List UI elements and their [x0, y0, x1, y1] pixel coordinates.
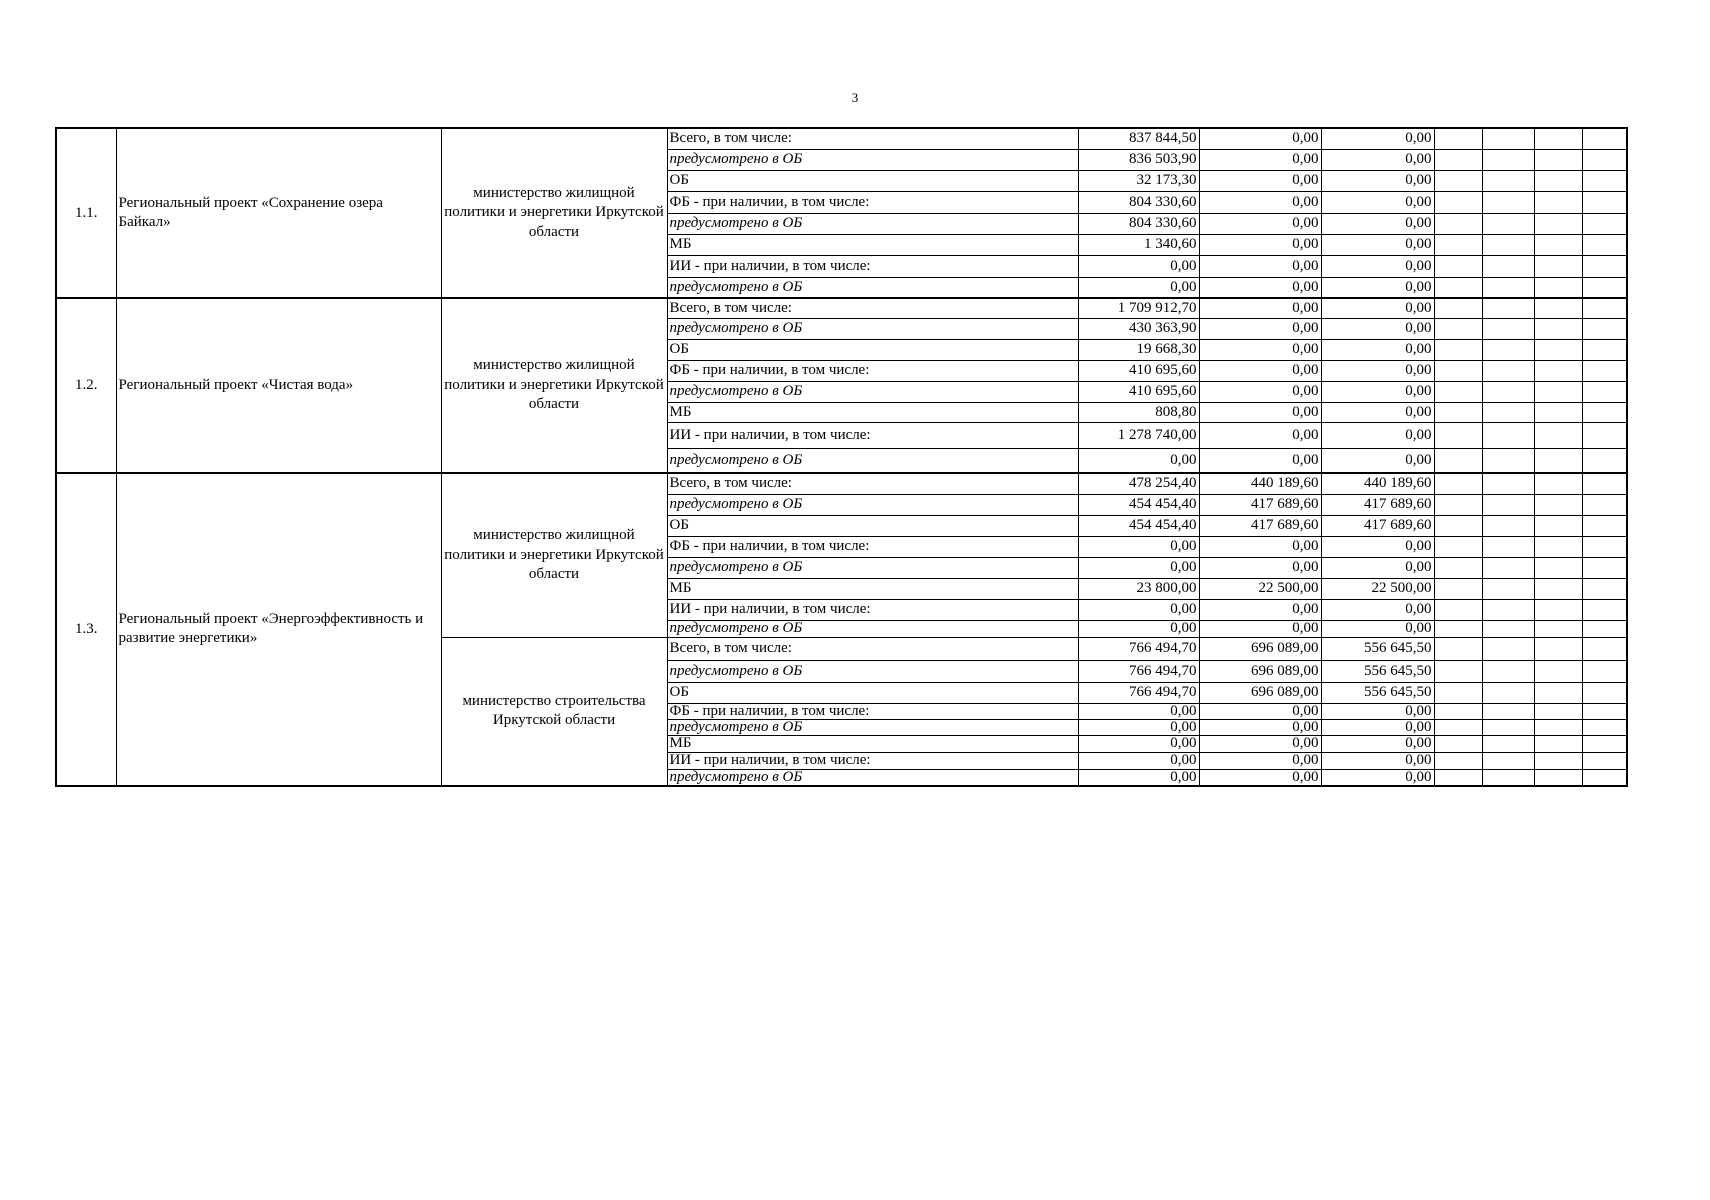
- empty-cell: [1534, 637, 1582, 660]
- empty-cell: [1434, 298, 1482, 318]
- empty-cell: [1534, 719, 1582, 735]
- amount-cell: 836 503,90: [1078, 149, 1199, 170]
- amount-cell: 0,00: [1078, 620, 1199, 637]
- empty-cell: [1482, 578, 1534, 599]
- amount-cell: 766 494,70: [1078, 682, 1199, 703]
- amount-cell: 0,00: [1199, 213, 1321, 234]
- amount-cell: 0,00: [1199, 557, 1321, 578]
- executor-name: министерство жилищной политики и энергетики Иркутской области: [441, 473, 667, 637]
- empty-cell: [1434, 620, 1482, 637]
- page-number: 3: [851, 90, 859, 105]
- funding-source-label: МБ: [667, 234, 1078, 255]
- amount-cell: 0,00: [1321, 298, 1434, 318]
- table-row: [56, 473, 1627, 494]
- empty-cell: [1582, 473, 1627, 494]
- empty-cell: [1434, 339, 1482, 360]
- budget-table: [55, 127, 1628, 787]
- amount-cell: 556 645,50: [1321, 660, 1434, 682]
- empty-cell: [1434, 536, 1482, 557]
- amount-cell: 1 278 740,00: [1078, 422, 1199, 448]
- empty-cell: [1582, 660, 1627, 682]
- amount-cell: 0,00: [1199, 448, 1321, 473]
- empty-cell: [1482, 298, 1534, 318]
- empty-cell: [1534, 515, 1582, 536]
- amount-cell: 766 494,70: [1078, 660, 1199, 682]
- amount-cell: 0,00: [1199, 255, 1321, 277]
- empty-cell: [1582, 422, 1627, 448]
- amount-cell: 0,00: [1078, 557, 1199, 578]
- funding-source-label: предусмотрено в ОБ: [667, 149, 1078, 170]
- amount-cell: 0,00: [1321, 557, 1434, 578]
- amount-cell: 696 089,00: [1199, 682, 1321, 703]
- empty-cell: [1434, 735, 1482, 752]
- funding-source-label: предусмотрено в ОБ: [667, 769, 1078, 786]
- amount-cell: 417 689,60: [1199, 494, 1321, 515]
- amount-cell: 0,00: [1199, 381, 1321, 402]
- amount-cell: 0,00: [1321, 703, 1434, 719]
- funding-source-label: предусмотрено в ОБ: [667, 660, 1078, 682]
- funding-source-label: ОБ: [667, 170, 1078, 191]
- empty-cell: [1482, 213, 1534, 234]
- amount-cell: 0,00: [1199, 318, 1321, 339]
- amount-cell: 0,00: [1321, 149, 1434, 170]
- empty-cell: [1534, 318, 1582, 339]
- empty-cell: [1434, 255, 1482, 277]
- amount-cell: 0,00: [1321, 752, 1434, 769]
- funding-source-label: МБ: [667, 402, 1078, 422]
- empty-cell: [1482, 599, 1534, 620]
- amount-cell: 0,00: [1199, 277, 1321, 298]
- amount-cell: 0,00: [1321, 128, 1434, 149]
- executor-name: министерство строительства Иркутской области: [441, 637, 667, 786]
- amount-cell: 0,00: [1199, 703, 1321, 719]
- funding-source-label: предусмотрено в ОБ: [667, 620, 1078, 637]
- empty-cell: [1582, 599, 1627, 620]
- funding-source-label: предусмотрено в ОБ: [667, 277, 1078, 298]
- funding-source-label: ФБ - при наличии, в том числе:: [667, 703, 1078, 719]
- project-name: Региональный проект «Энергоэффективность и развитие энергетики»: [116, 473, 441, 786]
- empty-cell: [1534, 703, 1582, 719]
- empty-cell: [1582, 191, 1627, 213]
- empty-cell: [1434, 769, 1482, 786]
- amount-cell: 0,00: [1199, 170, 1321, 191]
- empty-cell: [1582, 213, 1627, 234]
- empty-cell: [1534, 339, 1582, 360]
- empty-cell: [1534, 170, 1582, 191]
- funding-source-label: Всего, в том числе:: [667, 473, 1078, 494]
- funding-source-label: ОБ: [667, 339, 1078, 360]
- empty-cell: [1582, 735, 1627, 752]
- amount-cell: 410 695,60: [1078, 360, 1199, 381]
- amount-cell: 0,00: [1321, 339, 1434, 360]
- empty-cell: [1582, 494, 1627, 515]
- funding-source-label: ИИ - при наличии, в том числе:: [667, 255, 1078, 277]
- amount-cell: 0,00: [1078, 752, 1199, 769]
- amount-cell: 0,00: [1199, 536, 1321, 557]
- amount-cell: 0,00: [1321, 360, 1434, 381]
- empty-cell: [1482, 339, 1534, 360]
- funding-source-label: МБ: [667, 578, 1078, 599]
- empty-cell: [1482, 402, 1534, 422]
- amount-cell: 32 173,30: [1078, 170, 1199, 191]
- funding-source-label: предусмотрено в ОБ: [667, 213, 1078, 234]
- empty-cell: [1434, 422, 1482, 448]
- empty-cell: [1582, 149, 1627, 170]
- empty-cell: [1582, 128, 1627, 149]
- empty-cell: [1434, 703, 1482, 719]
- empty-cell: [1482, 255, 1534, 277]
- empty-cell: [1434, 402, 1482, 422]
- amount-cell: 0,00: [1321, 170, 1434, 191]
- amount-cell: 1 709 912,70: [1078, 298, 1199, 318]
- empty-cell: [1482, 473, 1534, 494]
- amount-cell: 454 454,40: [1078, 494, 1199, 515]
- item-number: 1.3.: [56, 473, 116, 786]
- table-row: [56, 128, 1627, 149]
- funding-source-label: ФБ - при наличии, в том числе:: [667, 360, 1078, 381]
- funding-source-label: предусмотрено в ОБ: [667, 448, 1078, 473]
- empty-cell: [1482, 170, 1534, 191]
- empty-cell: [1582, 536, 1627, 557]
- empty-cell: [1434, 578, 1482, 599]
- amount-cell: 0,00: [1199, 402, 1321, 422]
- empty-cell: [1434, 318, 1482, 339]
- empty-cell: [1534, 536, 1582, 557]
- amount-cell: 440 189,60: [1321, 473, 1434, 494]
- funding-source-label: предусмотрено в ОБ: [667, 719, 1078, 735]
- empty-cell: [1482, 620, 1534, 637]
- empty-cell: [1482, 703, 1534, 719]
- amount-cell: 0,00: [1321, 191, 1434, 213]
- amount-cell: 0,00: [1078, 769, 1199, 786]
- empty-cell: [1582, 381, 1627, 402]
- amount-cell: 804 330,60: [1078, 191, 1199, 213]
- amount-cell: 0,00: [1199, 339, 1321, 360]
- empty-cell: [1482, 191, 1534, 213]
- empty-cell: [1534, 255, 1582, 277]
- amount-cell: 454 454,40: [1078, 515, 1199, 536]
- empty-cell: [1582, 515, 1627, 536]
- empty-cell: [1482, 536, 1534, 557]
- amount-cell: 0,00: [1321, 213, 1434, 234]
- empty-cell: [1434, 682, 1482, 703]
- amount-cell: 804 330,60: [1078, 213, 1199, 234]
- empty-cell: [1534, 599, 1582, 620]
- empty-cell: [1582, 769, 1627, 786]
- empty-cell: [1534, 360, 1582, 381]
- empty-cell: [1582, 752, 1627, 769]
- amount-cell: 0,00: [1321, 318, 1434, 339]
- empty-cell: [1434, 128, 1482, 149]
- amount-cell: 766 494,70: [1078, 637, 1199, 660]
- empty-cell: [1434, 599, 1482, 620]
- amount-cell: 0,00: [1199, 128, 1321, 149]
- amount-cell: 0,00: [1321, 255, 1434, 277]
- empty-cell: [1534, 557, 1582, 578]
- empty-cell: [1582, 719, 1627, 735]
- empty-cell: [1534, 682, 1582, 703]
- empty-cell: [1534, 448, 1582, 473]
- amount-cell: 0,00: [1199, 769, 1321, 786]
- empty-cell: [1534, 234, 1582, 255]
- empty-cell: [1582, 234, 1627, 255]
- amount-cell: 417 689,60: [1321, 494, 1434, 515]
- funding-source-label: Всего, в том числе:: [667, 298, 1078, 318]
- amount-cell: 410 695,60: [1078, 381, 1199, 402]
- amount-cell: 430 363,90: [1078, 318, 1199, 339]
- amount-cell: 19 668,30: [1078, 339, 1199, 360]
- amount-cell: 0,00: [1078, 735, 1199, 752]
- empty-cell: [1534, 735, 1582, 752]
- empty-cell: [1482, 637, 1534, 660]
- empty-cell: [1534, 422, 1582, 448]
- item-number: 1.2.: [56, 298, 116, 473]
- empty-cell: [1582, 339, 1627, 360]
- empty-cell: [1482, 128, 1534, 149]
- amount-cell: 0,00: [1321, 234, 1434, 255]
- empty-cell: [1534, 769, 1582, 786]
- amount-cell: 0,00: [1321, 769, 1434, 786]
- amount-cell: 556 645,50: [1321, 637, 1434, 660]
- amount-cell: 1 340,60: [1078, 234, 1199, 255]
- empty-cell: [1482, 557, 1534, 578]
- amount-cell: 0,00: [1321, 620, 1434, 637]
- amount-cell: 0,00: [1321, 735, 1434, 752]
- amount-cell: 0,00: [1321, 448, 1434, 473]
- amount-cell: 0,00: [1321, 422, 1434, 448]
- amount-cell: 0,00: [1199, 620, 1321, 637]
- amount-cell: 0,00: [1078, 599, 1199, 620]
- empty-cell: [1582, 557, 1627, 578]
- funding-source-label: ИИ - при наличии, в том числе:: [667, 599, 1078, 620]
- amount-cell: 0,00: [1199, 234, 1321, 255]
- amount-cell: 696 089,00: [1199, 660, 1321, 682]
- amount-cell: 0,00: [1078, 448, 1199, 473]
- amount-cell: 0,00: [1199, 752, 1321, 769]
- empty-cell: [1482, 660, 1534, 682]
- amount-cell: 0,00: [1199, 422, 1321, 448]
- empty-cell: [1582, 637, 1627, 660]
- empty-cell: [1434, 191, 1482, 213]
- empty-cell: [1582, 298, 1627, 318]
- amount-cell: 417 689,60: [1321, 515, 1434, 536]
- funding-source-label: ИИ - при наличии, в том числе:: [667, 422, 1078, 448]
- empty-cell: [1582, 703, 1627, 719]
- amount-cell: 0,00: [1321, 381, 1434, 402]
- amount-cell: 556 645,50: [1321, 682, 1434, 703]
- amount-cell: 22 500,00: [1321, 578, 1434, 599]
- empty-cell: [1582, 448, 1627, 473]
- amount-cell: 0,00: [1321, 536, 1434, 557]
- amount-cell: 478 254,40: [1078, 473, 1199, 494]
- amount-cell: 0,00: [1078, 536, 1199, 557]
- funding-source-label: ОБ: [667, 682, 1078, 703]
- amount-cell: 0,00: [1199, 149, 1321, 170]
- amount-cell: 440 189,60: [1199, 473, 1321, 494]
- empty-cell: [1482, 719, 1534, 735]
- empty-cell: [1534, 752, 1582, 769]
- empty-cell: [1434, 381, 1482, 402]
- empty-cell: [1482, 769, 1534, 786]
- empty-cell: [1482, 422, 1534, 448]
- amount-cell: 0,00: [1321, 599, 1434, 620]
- funding-source-label: предусмотрено в ОБ: [667, 381, 1078, 402]
- amount-cell: 0,00: [1199, 191, 1321, 213]
- empty-cell: [1534, 277, 1582, 298]
- amount-cell: 22 500,00: [1199, 578, 1321, 599]
- empty-cell: [1534, 191, 1582, 213]
- empty-cell: [1482, 515, 1534, 536]
- empty-cell: [1534, 381, 1582, 402]
- empty-cell: [1482, 277, 1534, 298]
- project-name: Региональный проект «Чистая вода»: [116, 298, 441, 473]
- funding-source-label: МБ: [667, 735, 1078, 752]
- amount-cell: 0,00: [1199, 599, 1321, 620]
- empty-cell: [1482, 682, 1534, 703]
- empty-cell: [1434, 752, 1482, 769]
- empty-cell: [1534, 213, 1582, 234]
- empty-cell: [1434, 149, 1482, 170]
- project-name: Региональный проект «Сохранение озера Байкал»: [116, 128, 441, 298]
- empty-cell: [1434, 277, 1482, 298]
- empty-cell: [1482, 735, 1534, 752]
- amount-cell: 0,00: [1199, 719, 1321, 735]
- empty-cell: [1582, 318, 1627, 339]
- executor-name: министерство жилищной политики и энергетики Иркутской области: [441, 298, 667, 473]
- empty-cell: [1534, 298, 1582, 318]
- funding-source-label: ОБ: [667, 515, 1078, 536]
- empty-cell: [1434, 660, 1482, 682]
- empty-cell: [1582, 170, 1627, 191]
- empty-cell: [1434, 234, 1482, 255]
- funding-source-label: ФБ - при наличии, в том числе:: [667, 536, 1078, 557]
- empty-cell: [1582, 402, 1627, 422]
- empty-cell: [1482, 149, 1534, 170]
- empty-cell: [1482, 234, 1534, 255]
- empty-cell: [1482, 360, 1534, 381]
- funding-source-label: предусмотрено в ОБ: [667, 494, 1078, 515]
- amount-cell: 696 089,00: [1199, 637, 1321, 660]
- empty-cell: [1534, 402, 1582, 422]
- empty-cell: [1582, 620, 1627, 637]
- empty-cell: [1534, 149, 1582, 170]
- empty-cell: [1434, 473, 1482, 494]
- empty-cell: [1434, 637, 1482, 660]
- empty-cell: [1582, 360, 1627, 381]
- table-row: [56, 298, 1627, 318]
- empty-cell: [1582, 578, 1627, 599]
- item-number: 1.1.: [56, 128, 116, 298]
- amount-cell: 0,00: [1078, 719, 1199, 735]
- amount-cell: 23 800,00: [1078, 578, 1199, 599]
- empty-cell: [1434, 170, 1482, 191]
- empty-cell: [1434, 213, 1482, 234]
- empty-cell: [1482, 318, 1534, 339]
- empty-cell: [1582, 682, 1627, 703]
- amount-cell: 808,80: [1078, 402, 1199, 422]
- executor-name: министерство жилищной политики и энергетики Иркутской области: [441, 128, 667, 298]
- amount-cell: 417 689,60: [1199, 515, 1321, 536]
- funding-source-label: Всего, в том числе:: [667, 637, 1078, 660]
- funding-source-label: предусмотрено в ОБ: [667, 557, 1078, 578]
- amount-cell: 0,00: [1321, 719, 1434, 735]
- funding-source-label: предусмотрено в ОБ: [667, 318, 1078, 339]
- empty-cell: [1534, 494, 1582, 515]
- empty-cell: [1434, 515, 1482, 536]
- funding-source-label: ФБ - при наличии, в том числе:: [667, 191, 1078, 213]
- empty-cell: [1434, 719, 1482, 735]
- empty-cell: [1534, 660, 1582, 682]
- empty-cell: [1434, 448, 1482, 473]
- empty-cell: [1482, 448, 1534, 473]
- empty-cell: [1534, 473, 1582, 494]
- amount-cell: 0,00: [1199, 298, 1321, 318]
- funding-source-label: ИИ - при наличии, в том числе:: [667, 752, 1078, 769]
- amount-cell: 0,00: [1078, 703, 1199, 719]
- empty-cell: [1534, 128, 1582, 149]
- empty-cell: [1582, 277, 1627, 298]
- empty-cell: [1434, 494, 1482, 515]
- amount-cell: 0,00: [1199, 735, 1321, 752]
- empty-cell: [1582, 255, 1627, 277]
- amount-cell: 0,00: [1078, 255, 1199, 277]
- amount-cell: 0,00: [1078, 277, 1199, 298]
- empty-cell: [1434, 360, 1482, 381]
- amount-cell: 837 844,50: [1078, 128, 1199, 149]
- empty-cell: [1434, 557, 1482, 578]
- empty-cell: [1482, 381, 1534, 402]
- amount-cell: 0,00: [1321, 277, 1434, 298]
- empty-cell: [1534, 578, 1582, 599]
- amount-cell: 0,00: [1321, 402, 1434, 422]
- empty-cell: [1482, 494, 1534, 515]
- empty-cell: [1534, 620, 1582, 637]
- empty-cell: [1482, 752, 1534, 769]
- funding-source-label: Всего, в том числе:: [667, 128, 1078, 149]
- amount-cell: 0,00: [1199, 360, 1321, 381]
